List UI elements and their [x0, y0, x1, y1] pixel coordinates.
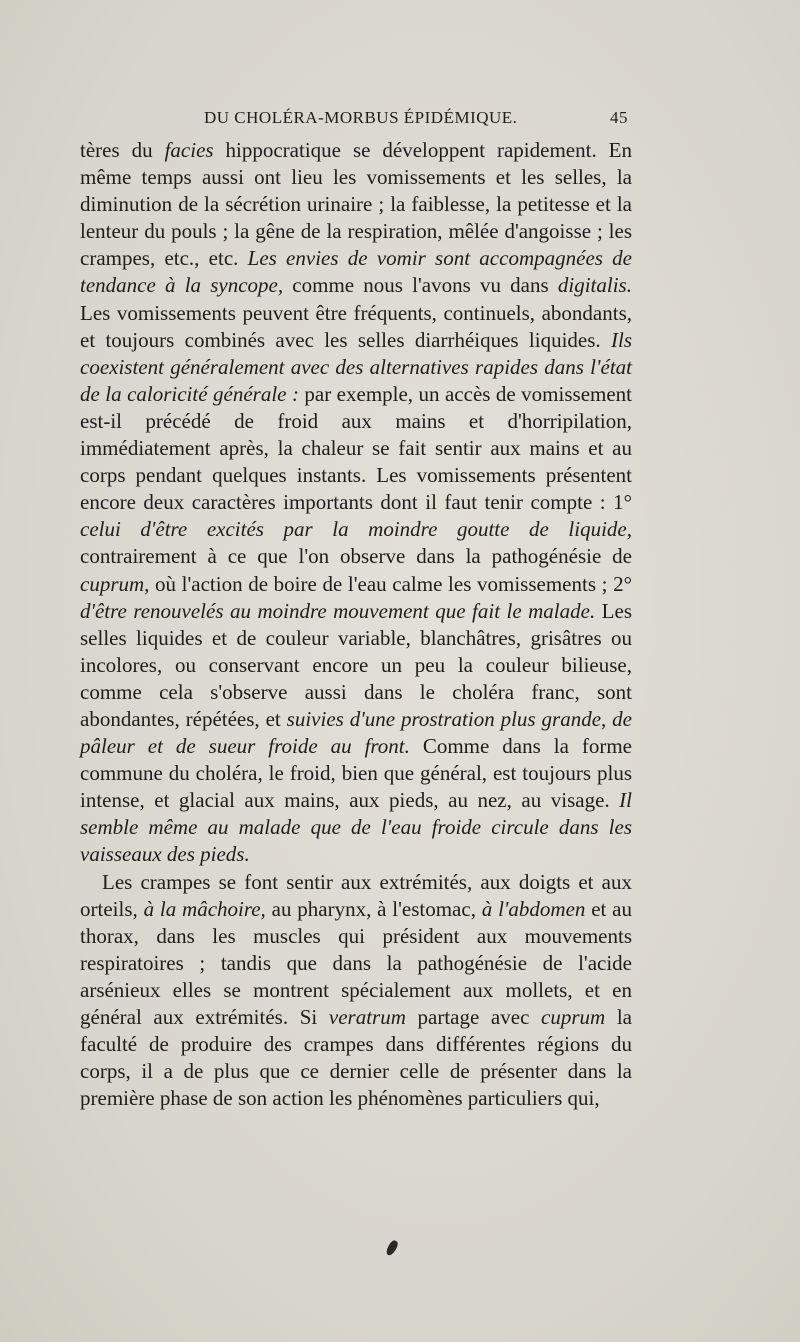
italic-run: Les envies de vomir sont accompagnées de tendance à la syncope,: [80, 246, 632, 298]
italic-run: d'être renouvelés au moindre mouvement que fait le malade.: [80, 598, 596, 623]
italic-run: suivies d'une prostration plus grande, de pâleur et de sueur froide au front.: [80, 706, 632, 759]
text-run: la faculté de produire des crampes dans différentes régions du corps, il a de plus que ce dernier celle de présenter dans la première phase de son action les phénomènes particuliers qui,: [80, 1005, 632, 1111]
italic-run: cuprum: [541, 1005, 606, 1029]
italic-run: cuprum,: [80, 571, 150, 596]
ink-mark: [385, 1239, 400, 1257]
text-run: au pharynx, à l'estomac,: [265, 896, 482, 921]
text-run: contrairement à ce que l'on observe dans la pathogénésie de: [80, 544, 632, 569]
italic-run: facies: [164, 138, 214, 162]
text-run: comme nous l'avons vu dans: [283, 273, 558, 298]
text-run: par exemple, un accès de vomissement est-il précédé de froid aux mains et d'horripilation, immédiatement après, la chaleur se fait sentir aux mains et au corps pendant quelques instants. Les vomissements présentent encore deux caractères importants dont il faut tenir compte : 1°: [80, 381, 632, 515]
running-title: DU CHOLÉRA-MORBUS ÉPIDÉMIQUE.: [204, 108, 518, 127]
text-run: hippocratique se développent rapidement. En même temps aussi ont lieu les vomissements et les selles, la diminution de la sécrétion urinaire ; la faiblesse, la petitesse et la lenteur du pouls ; la gêne de la respiration, mêlée d'angoisse ; les crampes, etc., etc.: [80, 138, 632, 271]
text-run: et au thorax, dans les muscles qui président aux mouvements respiratoires ; tandis que dans la pathogénésie de l'acide arsénieux elles se montrent spécialement aux mollets, et en général aux extrémités. Si: [80, 896, 632, 1029]
italic-run: digitalis.: [557, 273, 632, 298]
italic-run: veratrum: [328, 1005, 406, 1029]
italic-run: à l'abdomen: [481, 896, 586, 921]
italic-run: Il semble même au malade que de l'eau froide circule dans les vaisseaux des pieds.: [80, 788, 632, 867]
paragraph-1: [80, 137, 632, 869]
text-run: Les selles liquides et de couleur variable, blanchâtres, grisâtres ou incolores, ou conservant encore un peu la couleur bilieuse, comme cela s'observe aussi dans le choléra franc, sont abondantes, répétées, et: [80, 598, 632, 731]
text-run: Les vomissements peuvent être fréquents, continuels, abondants, et toujours combinés avec les selles diarrhéiques liquides.: [80, 300, 632, 352]
text-run: tères du: [80, 138, 165, 162]
body-text: [80, 137, 632, 1112]
italic-run: celui d'être excités par la moindre goutte de liquide,: [80, 517, 632, 542]
text-run: partage avec: [405, 1005, 542, 1029]
page-number: 45: [610, 108, 628, 127]
page-header: [80, 108, 632, 134]
text-run: Comme dans la forme commune du choléra, le froid, bien que général, est toujours plus intense, et glacial aux mains, aux pieds, au nez, au visage.: [80, 734, 632, 813]
text-run: Les crampes se font sentir aux extrémités, aux doigts et aux orteils,: [80, 869, 632, 921]
italic-run: Ils coexistent généralement avec des alternatives rapides dans l'état de la caloricité générale :: [80, 327, 632, 406]
paragraph-2: [80, 869, 632, 1113]
italic-run: à la mâchoire,: [143, 896, 266, 921]
text-run: où l'action de boire de l'eau calme les vomissements ; 2°: [149, 571, 632, 596]
